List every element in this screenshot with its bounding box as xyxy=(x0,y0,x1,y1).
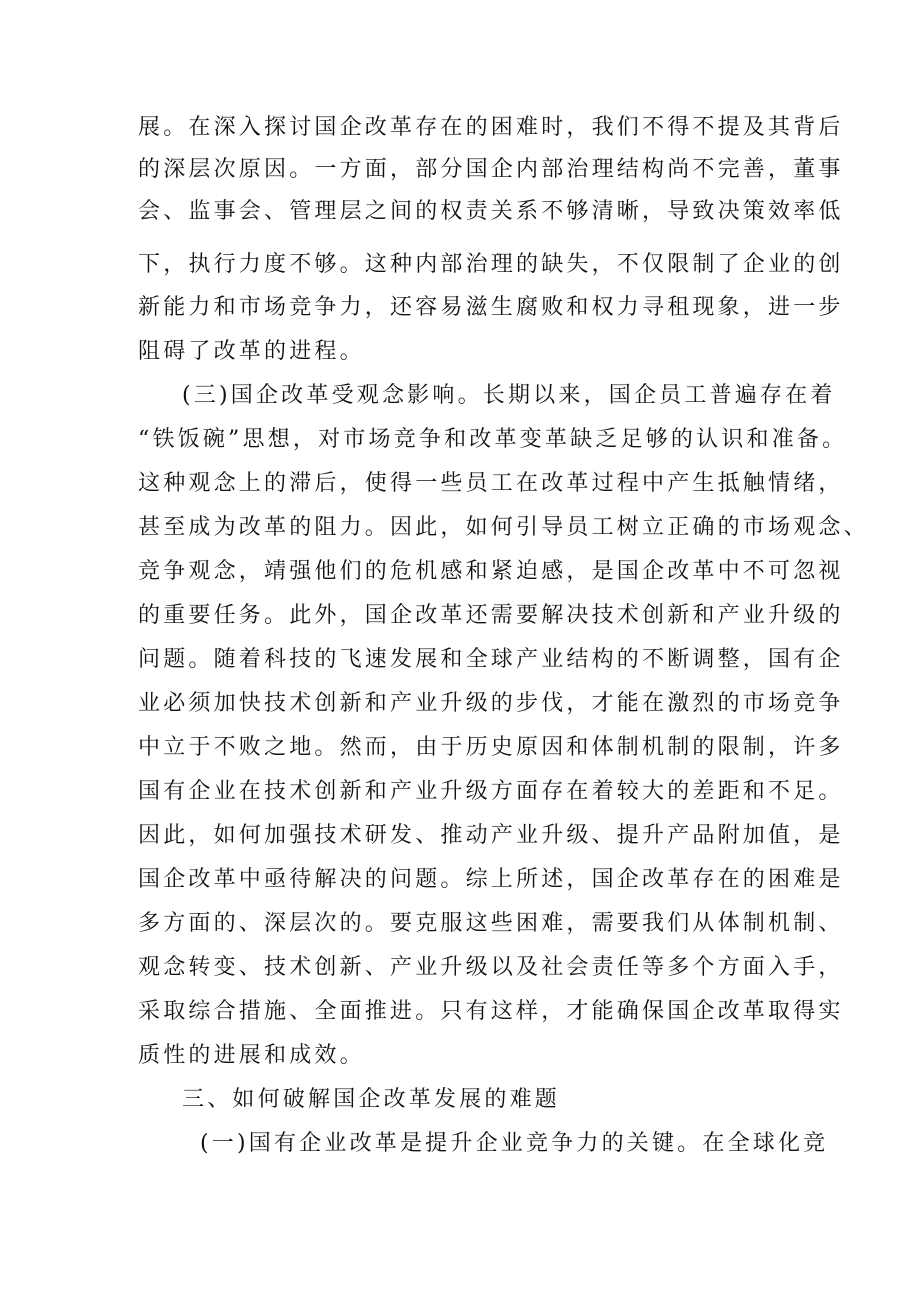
paragraph-line: 采取综合措施、全面推进。只有这样，才能确保国企改革取得实 xyxy=(138,999,844,1024)
paragraph-line: 竞争观念，靖强他们的危机感和紧迫感，是国企改革中不可忽视 xyxy=(138,559,844,584)
chapter-heading: 三、如何破解国企改革发展的难题 xyxy=(182,1087,561,1112)
paragraph-line: 多方面的、深层次的。要克服这些困难，需要我们从体制机制、 xyxy=(138,911,844,936)
paragraph-line: 的重要任务。此外，国企改革还需要解决技术创新和产业升级的 xyxy=(138,603,844,628)
section-heading: (一)国有企业改革是提升企业竞争力的关键。在全球化竞 xyxy=(200,1131,829,1156)
paragraph-line: 新能力和市场竞争力，还容易滋生腐败和权力寻租现象，进一步 xyxy=(138,295,844,320)
paragraph-line: 阻碍了改革的进程。 xyxy=(138,339,365,364)
paragraph-line: 下，执行力度不够。这种内部治理的缺失，不仅限制了企业的创 xyxy=(138,252,844,277)
paragraph-line: 的深层次原因。一方面，部分国企内部治理结构尚不完善，董事 xyxy=(138,157,844,182)
paragraph-line: “铁饭碗”思想，对市场竞争和改革变革缺乏足够的认识和准备。 xyxy=(138,427,848,452)
paragraph-line: 国企改革中亟待解决的问题。综上所述，国企改革存在的困难是 xyxy=(138,867,844,892)
paragraph-line: 因此，如何加强技术研发、推动产业升级、提升产品附加值，是 xyxy=(138,823,844,848)
paragraph-line: 中立于不败之地。然而，由于历史原因和体制机制的限制，许多 xyxy=(138,735,844,760)
paragraph-line: 会、监事会、管理层之间的权责关系不够清晰，导致决策效率低 xyxy=(138,199,844,224)
paragraph-line: 这种观念上的滞后，使得一些员工在改革过程中产生抵触情绪， xyxy=(138,471,844,496)
paragraph-line: 质性的进展和成效。 xyxy=(138,1043,365,1068)
section-heading: (三)国企改革受观念影响。长期以来，国企员工普遍存在着 xyxy=(182,383,836,408)
paragraph-line: 业必须加快技术创新和产业升级的步伐，才能在激烈的市场竞争 xyxy=(138,691,844,716)
paragraph-line: 展。在深入探讨国企改革存在的困难时，我们不得不提及其背后 xyxy=(138,115,844,140)
paragraph-line: 问题。随着科技的飞速发展和全球产业结构的不断调整，国有企 xyxy=(138,647,844,672)
paragraph-line: 国有企业在技术创新和产业升级方面存在着较大的差距和不足。 xyxy=(138,779,844,804)
paragraph-line: 甚至成为改革的阻力。因此，如何引导员工树立正确的市场观念、 xyxy=(138,515,869,540)
paragraph-line: 观念转变、技术创新、产业升级以及社会责任等多个方面入手， xyxy=(138,955,844,980)
